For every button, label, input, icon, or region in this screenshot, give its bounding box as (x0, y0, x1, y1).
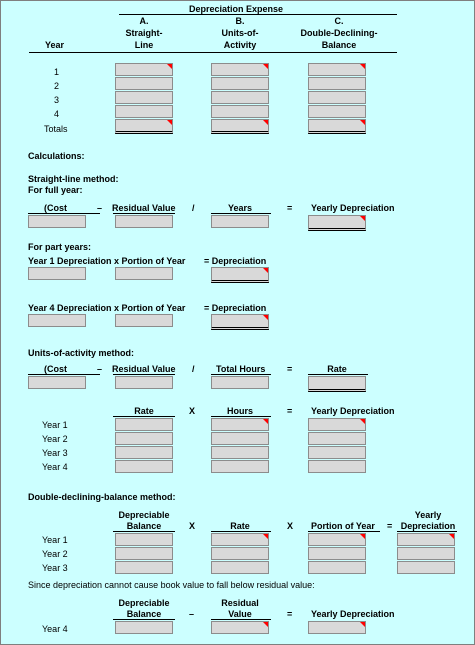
ua-divide: / (192, 364, 195, 374)
ddb-dep-bal2-line2: Balance (126, 609, 162, 619)
part-depreciation1-label: = Depreciation (204, 256, 267, 266)
ua-heading: Units-of-activity method: (28, 348, 135, 358)
col-a-line1: Straight- (125, 28, 163, 38)
sl-years-input[interactable] (211, 215, 269, 228)
calculations-heading: Calculations: (28, 151, 85, 161)
year-label-4: 4 (54, 109, 60, 119)
ua-underline-4 (308, 374, 368, 375)
ua-y2-yearly-input[interactable] (308, 432, 366, 445)
sl-yearly-label: Yearly Depreciation (311, 203, 395, 213)
ua-underline-3 (211, 374, 271, 375)
sl-cost-input[interactable] (28, 215, 86, 228)
ddb-year1-label: Year 1 (42, 535, 68, 545)
ddb-underline-2 (211, 531, 271, 532)
ddb-y3-rate-input[interactable] (211, 561, 269, 574)
ddb-dep-bal-line1: Depreciable (118, 510, 170, 520)
ddb-y2-rate-input[interactable] (211, 547, 269, 560)
ua-yearly-label: Yearly Depreciation (311, 406, 395, 416)
part-y1-portion-input[interactable] (115, 267, 173, 280)
ddb-y3-bal-input[interactable] (115, 561, 173, 574)
ua-y4-rate-input[interactable] (115, 460, 173, 473)
sl-yearly-input[interactable] (308, 215, 366, 231)
col-a-line2: Line (134, 40, 154, 50)
ddb-y1-yearly-input[interactable] (397, 533, 455, 546)
sl-equals: = (287, 203, 293, 213)
ua-times: X (189, 406, 196, 416)
part-y1-dep-input[interactable] (28, 267, 86, 280)
part-heading: For part years: (28, 242, 92, 252)
ddb-dep-bal2-line1: Depreciable (118, 598, 170, 608)
ua-underline-6 (211, 416, 271, 417)
sl-cost-label: (Cost (44, 203, 67, 213)
a-year3-input[interactable] (115, 91, 173, 104)
ua-y4-hours-input[interactable] (211, 460, 269, 473)
ua-cost-input[interactable] (28, 376, 86, 389)
ddb-equals: = (387, 521, 393, 531)
col-b-letter: B. (235, 16, 245, 26)
sl-underline-1 (28, 213, 100, 214)
ua-total-hours-label: Total Hours (216, 364, 266, 374)
col-a-letter: A. (139, 16, 149, 26)
ddb-dep-bal-line2: Balance (126, 521, 162, 531)
sl-residual-input[interactable] (115, 215, 173, 228)
ddb-residual2-line2: Value (228, 609, 252, 619)
a-year2-input[interactable] (115, 77, 173, 90)
ddb-y3-yearly-input[interactable] (397, 561, 455, 574)
col-c-letter: C. (334, 16, 344, 26)
sl-subheading: For full year: (28, 185, 83, 195)
ddb-y1-rate-input[interactable] (211, 533, 269, 546)
ua-underline-1 (28, 374, 100, 375)
ua-y2-hours-input[interactable] (211, 432, 269, 445)
ddb-y4-yearly-input[interactable] (308, 621, 366, 634)
part-depreciation4-label: = Depreciation (204, 303, 267, 313)
ddb-portion-label: Portion of Year (311, 521, 375, 531)
part-y4-dep-input[interactable] (28, 314, 86, 327)
ddb-heading: Double-declining-balance method: (28, 492, 176, 502)
ddb-minus: – (189, 609, 195, 619)
ddb-times1: X (189, 521, 196, 531)
ddb-equals2: = (287, 609, 293, 619)
ddb-rate-label: Rate (230, 521, 250, 531)
c-year3-input[interactable] (308, 91, 366, 104)
ddb-yearly-line2: Depreciation (400, 521, 456, 531)
c-year4-input[interactable] (308, 105, 366, 118)
ua-y3-rate-input[interactable] (115, 446, 173, 459)
ua-hours-label: Hours (226, 406, 253, 416)
c-total-input[interactable] (308, 119, 366, 134)
year-label-3: 3 (54, 95, 60, 105)
ddb-underline-3 (308, 531, 380, 532)
title-underline (119, 14, 397, 15)
ua-y1-hours-input[interactable] (211, 418, 269, 431)
ddb-y2-yearly-input[interactable] (397, 547, 455, 560)
sl-underline-2 (113, 213, 175, 214)
ua-underline-2 (113, 374, 175, 375)
worksheet-title: Depreciation Expense (188, 4, 284, 14)
ddb-yearly-line1: Yearly (414, 510, 442, 520)
ddb-underline-4 (397, 531, 457, 532)
ddb-y1-bal-input[interactable] (115, 533, 173, 546)
b-year2-input[interactable] (211, 77, 269, 90)
ddb-yearly2-label: Yearly Depreciation (311, 609, 395, 619)
part-y1-result-input[interactable] (211, 267, 269, 283)
ddb-times2: X (287, 521, 294, 531)
ddb-y2-portion-input[interactable] (308, 547, 366, 560)
ua-y1-rate-input[interactable] (115, 418, 173, 431)
sl-residual-label: Residual Value (112, 203, 176, 213)
year-header: Year (45, 40, 65, 50)
year-label-1: 1 (54, 67, 60, 77)
ua-year2-label: Year 2 (42, 434, 68, 444)
col-c-line2: Balance (321, 40, 357, 50)
col-b-line1: Units-of- (221, 28, 259, 38)
ddb-note: Since depreciation cannot cause book value to fall below residual value: (28, 580, 315, 590)
ua-equals: = (287, 364, 293, 374)
part-year1-label: Year 1 Depreciation x Portion of Year (28, 256, 186, 266)
ddb-residual2-line1: Residual (221, 598, 259, 608)
ddb-year4-label: Year 4 (42, 624, 68, 634)
ua-y4-yearly-input[interactable] (308, 460, 366, 473)
ua-rate-label: Rate (327, 364, 347, 374)
ua-y3-yearly-input[interactable] (308, 446, 366, 459)
part-year4-label: Year 4 Depreciation x Portion of Year (28, 303, 186, 313)
a-total-input[interactable] (115, 119, 173, 134)
ua-year4-label: Year 4 (42, 462, 68, 472)
ua-minus: – (97, 364, 103, 374)
b-year1-input[interactable] (211, 63, 269, 76)
b-year4-input[interactable] (211, 105, 269, 118)
ua-residual-input[interactable] (115, 376, 173, 389)
sl-underline-3 (211, 213, 271, 214)
ua-year3-label: Year 3 (42, 448, 68, 458)
ua-underline-5 (113, 416, 175, 417)
sl-divide: / (192, 203, 195, 213)
part-y4-result-input[interactable] (211, 314, 269, 330)
ua-cost-label: (Cost (44, 364, 67, 374)
ua-y2-rate-input[interactable] (115, 432, 173, 445)
sl-minus: – (97, 203, 103, 213)
ddb-y3-portion-input[interactable] (308, 561, 366, 574)
ua-y3-hours-input[interactable] (211, 446, 269, 459)
ddb-y1-portion-input[interactable] (308, 533, 366, 546)
c-year1-input[interactable] (308, 63, 366, 76)
ua-rate2-label: Rate (134, 406, 154, 416)
ua-rate-input[interactable] (308, 376, 366, 392)
ddb-y4-bal-input[interactable] (115, 621, 173, 634)
sl-heading: Straight-line method: (28, 174, 119, 184)
ddb-underline-5 (113, 619, 175, 620)
ua-total-hours-input[interactable] (211, 376, 269, 389)
c-year2-input[interactable] (308, 77, 366, 90)
a-year4-input[interactable] (115, 105, 173, 118)
b-year3-input[interactable] (211, 91, 269, 104)
col-b-line2: Activity (223, 40, 257, 50)
sl-years-label: Years (227, 203, 253, 213)
ua-year1-label: Year 1 (42, 420, 68, 430)
b-total-input[interactable] (211, 119, 269, 134)
ddb-y4-residual-input[interactable] (211, 621, 269, 634)
part-y4-portion-input[interactable] (115, 314, 173, 327)
ua-residual-label: Residual Value (112, 364, 176, 374)
header-underline (29, 52, 397, 53)
totals-label: Totals (44, 124, 68, 134)
col-c-line1: Double-Declining- (300, 28, 378, 38)
a-year1-input[interactable] (115, 63, 173, 76)
ua-equals2: = (287, 406, 293, 416)
ddb-underline-1 (113, 531, 175, 532)
ua-y1-yearly-input[interactable] (308, 418, 366, 431)
ddb-year2-label: Year 2 (42, 549, 68, 559)
ddb-year3-label: Year 3 (42, 563, 68, 573)
ddb-y2-bal-input[interactable] (115, 547, 173, 560)
year-label-2: 2 (54, 81, 60, 91)
ddb-underline-6 (211, 619, 271, 620)
